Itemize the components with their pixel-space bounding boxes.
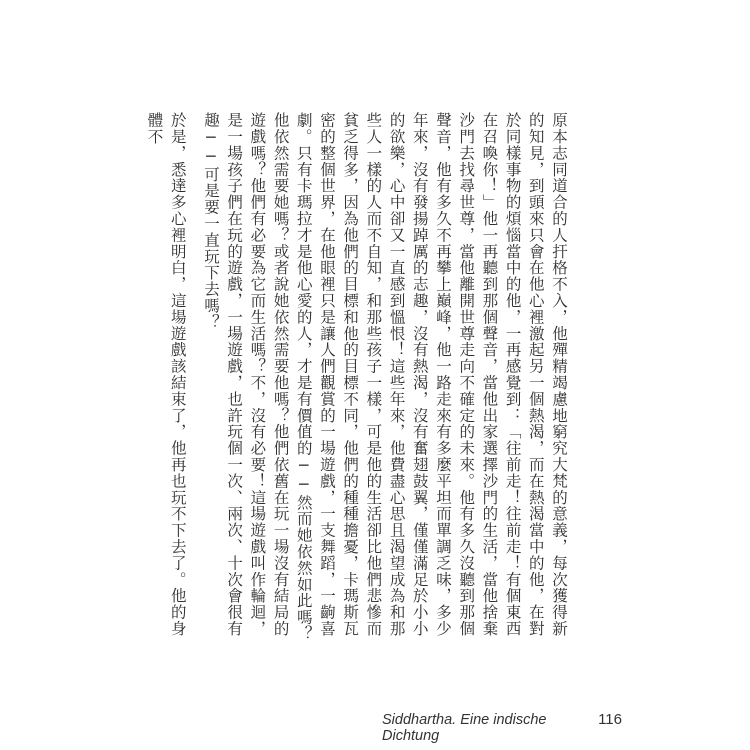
paragraph-1: 原本志同道合的人扞格不入，他殫精竭慮地窮究大梵的意義，每次獲得新的知見，到頭來只會在他心裡激起另一個熱渴，而在熱渴當中的他，在對於同樣事物的煩惱當中的他，一再感覺到：「往前走！往前走！有個東西在召喚你！」他一再聽到那個聲音，當他出家選擇沙門的生活，當他捨棄沙門去找尋世尊，當他離開世尊走向不確定的未來。他有多久沒聽到那個聲音，他有多久不再攀上巔峰，他一路走來有多麼平坦而單調乏味，多少年來，沒有發揚踔厲的志趣，沒有熱渴，沒有奮翅鼓翼，僅僅滿足於小小的欲樂，心中卻又一直感到慍恨！這些年來，他費盡心思且渴望成為和那些人一樣的人而不自知，和那些孩子一樣，可是他的生活卻比他們悲慘而貧乏得多，因為他們的目標和他的目標不同，他們的種種擔憂，卡瑪斯瓦密的整個世界，在他眼裡只是讓人們觀賞的一場遊戲，一支舞蹈，一齣喜劇。只有卡瑪拉才是他心愛的人，才是有價值的──然而她依然如此嗎？他依然需要她嗎？或者說她依然需要他嗎？他們依舊在玩一場沒有結局的遊戲嗎？他們有必要為它而生活嗎？不，沒有必要！這場遊戲叫作輪迴，是一場孩子們在玩的遊戲，一場遊戲，也許玩個一次、兩次、十次會很有趣──可是要一直玩下去嗎？ bbox=[201, 112, 568, 642]
page-number: 116 bbox=[598, 711, 622, 728]
running-title: Siddhartha. Eine indische Dichtung bbox=[382, 712, 547, 744]
page-footer bbox=[382, 711, 622, 744]
paragraph-2: 於是，悉達多心裡明白，這場遊戲該結束了，他再也玩不下去了。他的身體不 bbox=[145, 112, 187, 637]
vertical-text-block bbox=[142, 112, 570, 642]
